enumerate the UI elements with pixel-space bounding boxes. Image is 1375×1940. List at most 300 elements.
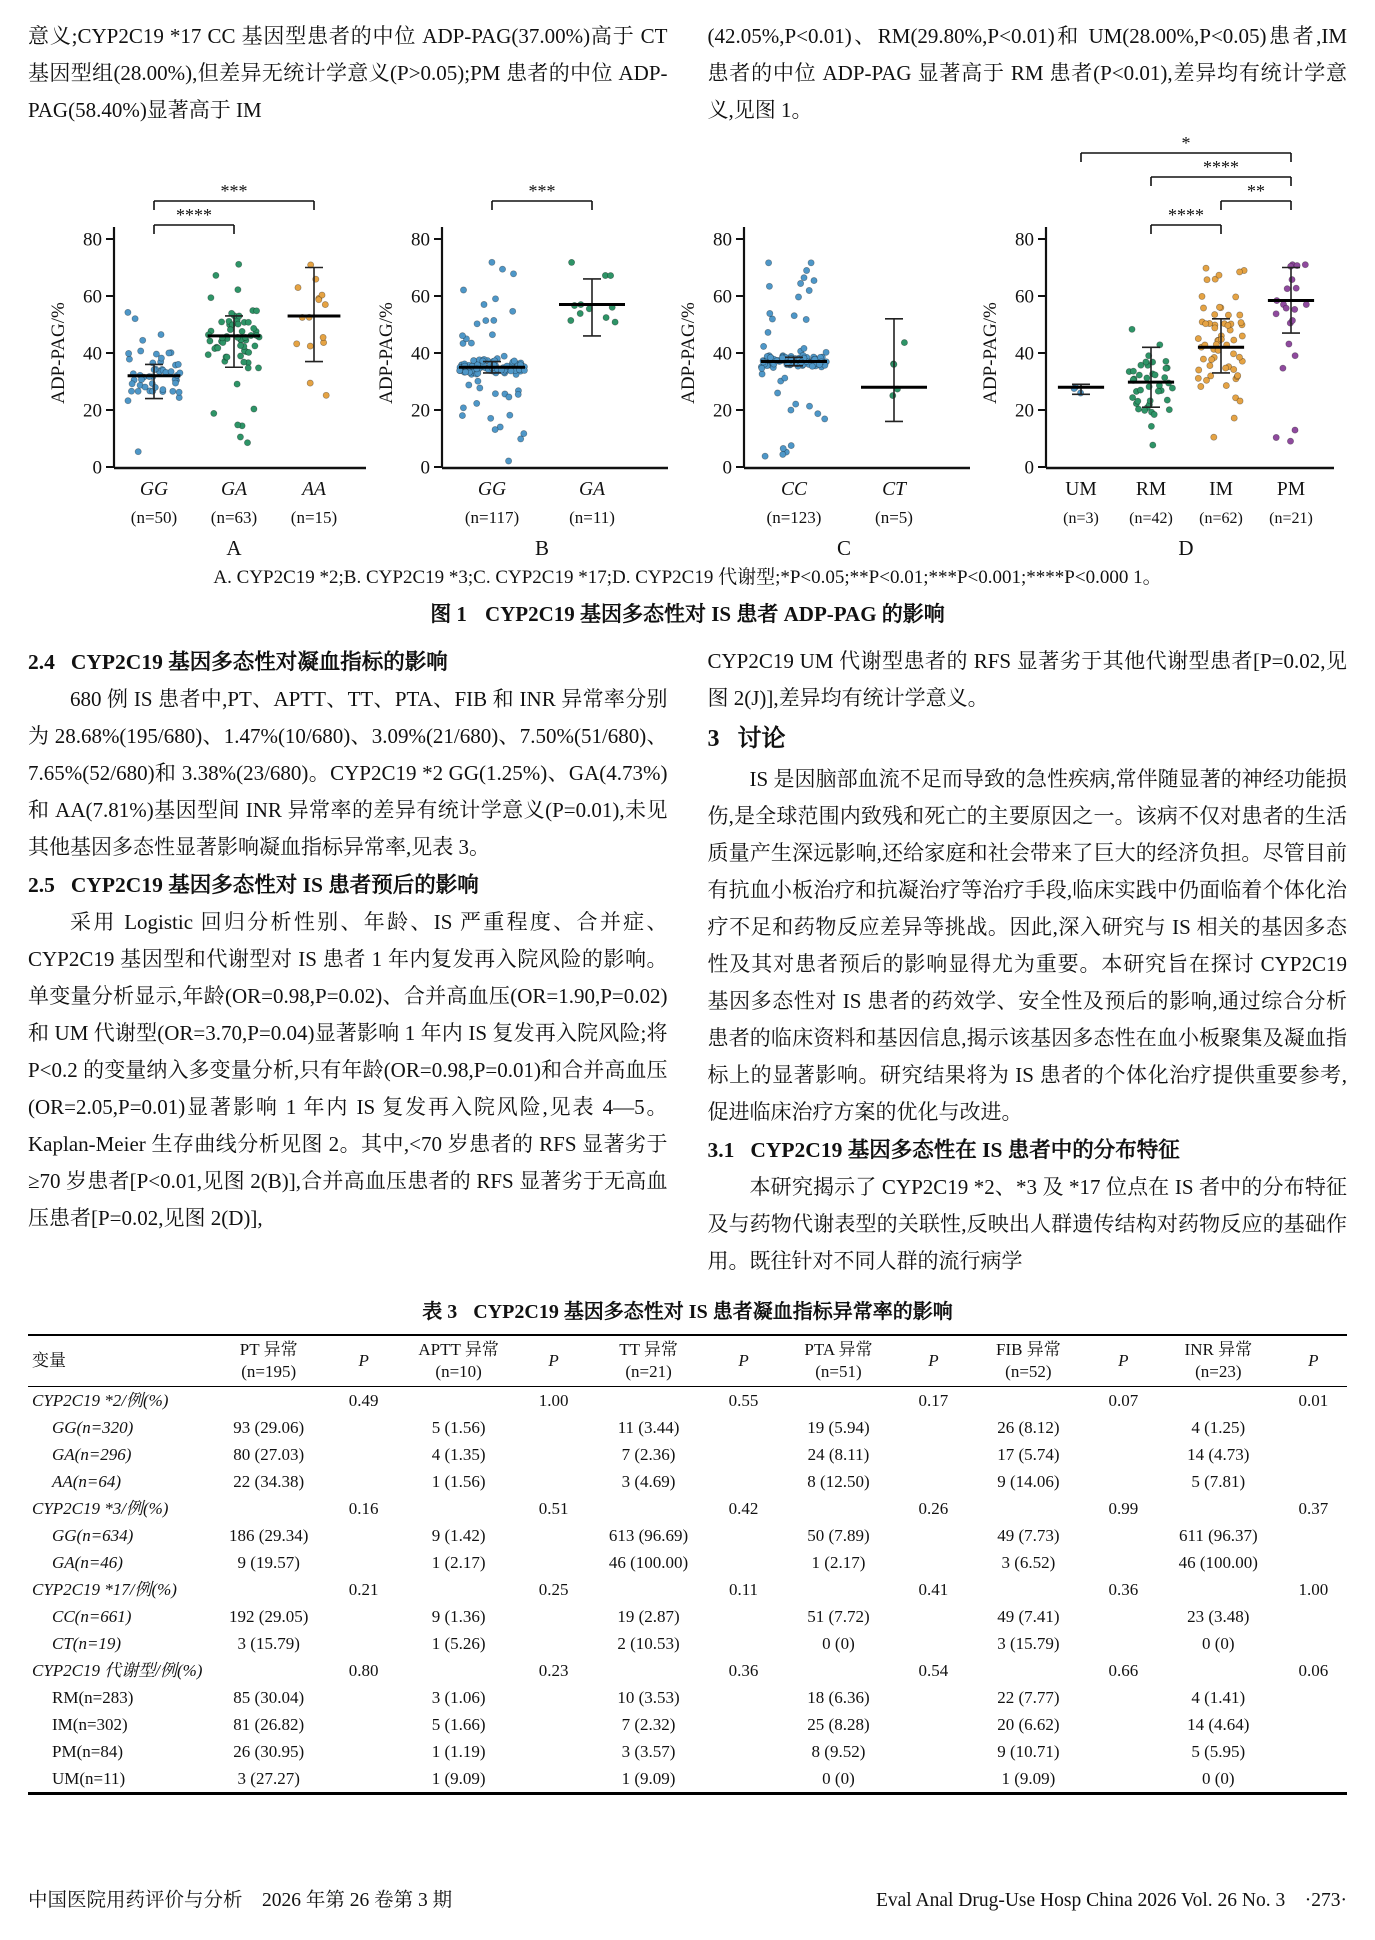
measure-cell: 9 (14.06) [997, 1472, 1060, 1491]
p-value-cell [1090, 1468, 1157, 1495]
measure-cell [207, 1387, 330, 1415]
svg-text:(n=21): (n=21) [1269, 510, 1313, 527]
measure-cell [397, 1576, 520, 1603]
p-value-cell [520, 1468, 587, 1495]
table-3-col-variable: 变量 [32, 1351, 66, 1370]
table-3-col-p-0: P [358, 1351, 369, 1370]
footer-journal-en: Eval Anal Drug-Use Hosp China 2026 Vol. 26 No. 3 ·273· [875, 1890, 1347, 1911]
figure-1 [28, 135, 1347, 629]
p-value-cell [520, 1630, 587, 1657]
figure-1-label: 图 1 [430, 602, 467, 626]
p-value-cell [710, 1468, 777, 1495]
measure-cell: 8 (12.50) [807, 1472, 870, 1491]
figure-1-caption: A. CYP2C19 *2;B. CYP2C19 *3;C. CYP2C19 *17;D. CYP2C19 代谢型;*P<0.05;**P<0.01;***P<0.001;****P<0.000 1。 [213, 567, 1162, 588]
measure-cell: 613 (96.69) [608, 1526, 689, 1545]
measure-cell: 3 (15.79) [237, 1634, 300, 1653]
table-3-col-p-4: P [1118, 1351, 1129, 1370]
p-value-cell: 0.41 [918, 1580, 949, 1599]
p-value-cell: 0.11 [728, 1580, 759, 1599]
measure-cell: 4 (1.41) [1191, 1688, 1246, 1707]
table-3-col-p-5: P [1308, 1351, 1319, 1370]
p-value-cell [710, 1522, 777, 1549]
p-value-cell: 0.16 [348, 1499, 379, 1518]
row-label: CYP2C19 代谢型/例(%) [32, 1661, 203, 1680]
measure-cell: 1 (9.09) [621, 1769, 676, 1788]
measure-cell [777, 1387, 900, 1415]
row-label: CYP2C19 *3/例(%) [32, 1499, 169, 1518]
body-right-column [708, 643, 1348, 1280]
measure-cell: 7 (2.32) [621, 1715, 676, 1734]
row-label: CC(n=661) [52, 1607, 132, 1626]
measure-cell [967, 1495, 1090, 1522]
p-value-cell [1280, 1441, 1347, 1468]
p-value-cell [520, 1549, 587, 1576]
p-value-cell: 0.51 [538, 1499, 569, 1518]
table-3-col-p-3: P [928, 1351, 939, 1370]
p-value-cell [330, 1603, 397, 1630]
measure-cell [1157, 1387, 1280, 1415]
measure-cell: 20 (6.62) [997, 1715, 1060, 1734]
p-value-cell [1280, 1468, 1347, 1495]
p-value-cell [900, 1684, 967, 1711]
svg-text:80: 80 [1015, 229, 1034, 251]
measure-cell: 49 (7.41) [997, 1607, 1060, 1626]
section-2-4-paragraph: 680 例 IS 患者中,PT、APTT、TT、PTA、FIB 和 INR 异常率分别为 28.68%(195/680)、1.47%(10/680)、3.09%(21/680)、7.50%(51/680)、7.65%(52/680)和 3.38%(23/680)。CYP2C19 *2 GG(1.25%)、GA(4.73%)和 AA(7.81%)基因型间 INR 异常率的差异有统计学意义(P=0.01),未见其他基因多态性显著影响凝血指标异常率,见表 3。 [28, 687, 668, 859]
measure-cell [1157, 1576, 1280, 1603]
measure-cell [777, 1576, 900, 1603]
p-value-cell [710, 1738, 777, 1765]
p-value-cell [710, 1630, 777, 1657]
svg-text:60: 60 [1015, 286, 1034, 308]
section-3-title: 讨论 [737, 726, 786, 752]
row-label: AA(n=64) [52, 1472, 122, 1491]
svg-text:60: 60 [83, 286, 102, 308]
p-value-cell [330, 1549, 397, 1576]
p-value-cell [330, 1414, 397, 1441]
p-value-cell [900, 1441, 967, 1468]
svg-text:20: 20 [83, 400, 102, 422]
intro-left-column [28, 18, 668, 129]
table-row [28, 1522, 1347, 1549]
measure-cell: 192 (29.05) [229, 1607, 309, 1626]
measure-cell: 93 (29.06) [233, 1418, 305, 1437]
measure-cell: 14 (4.73) [1187, 1445, 1250, 1464]
measure-cell: 1 (9.09) [431, 1769, 486, 1788]
p-value-cell [520, 1738, 587, 1765]
svg-text:PM: PM [1276, 479, 1306, 500]
p-value-cell [1280, 1522, 1347, 1549]
p-value-cell [900, 1522, 967, 1549]
p-value-cell [520, 1711, 587, 1738]
p-value-cell [520, 1441, 587, 1468]
measure-cell: 0 (0) [1202, 1634, 1235, 1653]
svg-text:D: D [1178, 536, 1194, 560]
p-value-cell [1090, 1441, 1157, 1468]
svg-text:40: 40 [1015, 343, 1034, 365]
table-3-col-measure-5: INR 异常 (n=23) [1184, 1340, 1253, 1381]
p-value-cell [710, 1684, 777, 1711]
measure-cell: 8 (9.52) [811, 1742, 866, 1761]
p-value-cell [1280, 1738, 1347, 1765]
p-value-cell [330, 1738, 397, 1765]
table-3-body [28, 1387, 1347, 1794]
p-value-cell [1280, 1765, 1347, 1794]
table-row [28, 1468, 1347, 1495]
section-3-heading [708, 717, 1348, 761]
measure-cell: 4 (1.25) [1191, 1418, 1246, 1437]
svg-text:**: ** [1247, 181, 1265, 201]
p-value-cell [1280, 1549, 1347, 1576]
p-value-cell: 0.80 [348, 1661, 379, 1680]
measure-cell: 2 (10.53) [617, 1634, 680, 1653]
section-2-5-number: 2.5 [28, 873, 55, 897]
row-label: CT(n=19) [52, 1634, 122, 1653]
page-footer [28, 1884, 1347, 1912]
svg-text:(n=42): (n=42) [1129, 510, 1173, 527]
svg-text:ADP-PAG/%: ADP-PAG/% [376, 302, 397, 404]
section-3-1-heading [708, 1131, 1348, 1169]
measure-cell [587, 1576, 710, 1603]
panel-d-container [974, 135, 1338, 559]
svg-text:****: **** [1203, 157, 1239, 177]
p-value-cell: 0.07 [1108, 1391, 1139, 1410]
p-value-cell [900, 1549, 967, 1576]
p-value-cell [900, 1603, 967, 1630]
measure-cell: 5 (7.81) [1191, 1472, 1246, 1491]
p-value-cell [330, 1468, 397, 1495]
p-value-cell: 1.00 [538, 1391, 569, 1410]
svg-text:IM: IM [1209, 479, 1233, 500]
row-label: UM(n=11) [52, 1769, 126, 1788]
table-row [28, 1414, 1347, 1441]
table-row [28, 1630, 1347, 1657]
measure-cell: 1 (1.56) [431, 1472, 486, 1491]
svg-text:GG: GG [477, 479, 507, 500]
measure-cell: 3 (6.52) [1001, 1553, 1056, 1572]
measure-cell [397, 1495, 520, 1522]
measure-cell: 18 (6.36) [807, 1688, 870, 1707]
svg-text:(n=11): (n=11) [569, 508, 615, 527]
measure-cell [397, 1657, 520, 1684]
svg-text:GA: GA [221, 479, 247, 500]
svg-text:40: 40 [411, 343, 430, 365]
section-2-5-title: CYP2C19 基因多态性对 IS 患者预后的影响 [70, 873, 479, 897]
p-value-cell: 0.54 [918, 1661, 949, 1680]
p-value-cell: 0.26 [918, 1499, 949, 1518]
table-3-col-measure-0: PT 异常 (n=195) [239, 1340, 298, 1381]
svg-text:80: 80 [411, 229, 430, 251]
svg-text:(n=50): (n=50) [130, 508, 178, 527]
measure-cell: 0 (0) [822, 1634, 855, 1653]
measure-cell: 14 (4.64) [1187, 1715, 1250, 1734]
measure-cell: 46 (100.00) [1178, 1553, 1258, 1572]
measure-cell: 17 (5.74) [997, 1445, 1060, 1464]
section-2-4-number: 2.4 [28, 650, 55, 674]
p-value-cell: 0.36 [728, 1661, 759, 1680]
svg-text:(n=15): (n=15) [290, 508, 338, 527]
p-value-cell [1280, 1630, 1347, 1657]
measure-cell: 3 (15.79) [997, 1634, 1060, 1653]
table-row [28, 1387, 1347, 1415]
row-label: GA(n=296) [52, 1445, 132, 1464]
row-label: GG(n=634) [52, 1526, 134, 1545]
p-value-cell [1090, 1765, 1157, 1794]
measure-cell: 50 (7.89) [807, 1526, 870, 1545]
svg-text:A: A [226, 536, 242, 560]
p-value-cell [900, 1765, 967, 1794]
intro-right-paragraph: (42.05%,P<0.01)、RM(29.80%,P<0.01)和 UM(28.00%,P<0.05)患者,IM 患者的中位 ADP-PAG 显著高于 RM 患者(P<0.01),差异均有统计学意义,见图 1。 [707, 24, 1347, 122]
p-value-cell [900, 1738, 967, 1765]
measure-cell: 1 (1.19) [431, 1742, 486, 1761]
table-row [28, 1684, 1347, 1711]
table-row [28, 1657, 1347, 1684]
svg-text:CC: CC [780, 479, 808, 500]
table-3-col-measure-1: APTT 异常 (n=10) [418, 1340, 499, 1381]
section-3-1-number: 3.1 [707, 1138, 735, 1162]
measure-cell: 19 (2.87) [617, 1607, 680, 1626]
measure-cell [207, 1657, 330, 1684]
p-value-cell [900, 1711, 967, 1738]
svg-text:GG: GG [139, 479, 169, 500]
svg-text:C: C [836, 536, 852, 560]
p-value-cell: 0.42 [728, 1499, 759, 1518]
measure-cell: 24 (8.11) [807, 1445, 870, 1464]
measure-cell: 25 (8.28) [807, 1715, 870, 1734]
svg-text:*: * [1181, 133, 1191, 153]
p-value-cell: 0.49 [348, 1391, 379, 1410]
p-value-cell: 0.66 [1108, 1661, 1139, 1680]
p-value-cell [1090, 1738, 1157, 1765]
svg-text:(n=62): (n=62) [1199, 510, 1243, 527]
measure-cell [587, 1495, 710, 1522]
table-3-header [28, 1335, 1347, 1387]
measure-cell: 10 (3.53) [617, 1688, 680, 1707]
svg-text:0: 0 [420, 457, 430, 479]
measure-cell [587, 1657, 710, 1684]
figure-1-title [28, 599, 1347, 629]
svg-text:20: 20 [1015, 400, 1034, 422]
section-3-1-paragraph: 本研究揭示了 CYP2C19 *2、*3 及 *17 位点在 IS 者中的分布特征及与药物代谢表型的关联性,反映出人群遗传结构对药物反应的基础作用。既往针对不同人群的流行病学 [707, 1175, 1347, 1273]
measure-cell: 9 (1.36) [431, 1607, 486, 1626]
measure-cell: 46 (100.00) [608, 1553, 689, 1572]
p-value-cell [330, 1684, 397, 1711]
svg-text:****: **** [176, 205, 212, 225]
p-value-cell: 0.23 [538, 1661, 569, 1680]
p-value-cell [710, 1711, 777, 1738]
table-3-col-p-2: P [738, 1351, 749, 1370]
svg-text:0: 0 [92, 457, 102, 479]
row-label: RM(n=283) [52, 1688, 134, 1707]
p-value-cell [710, 1765, 777, 1794]
section-2-5-heading [28, 866, 668, 904]
figure1-panel-a-chart [42, 135, 370, 559]
p-value-cell: 0.17 [918, 1391, 949, 1410]
table-3-col-measure-4: FIB 异常 (n=52) [996, 1340, 1061, 1381]
measure-cell [777, 1495, 900, 1522]
measure-cell [207, 1576, 330, 1603]
intro-right-column [708, 18, 1348, 129]
svg-text:ADP-PAG/%: ADP-PAG/% [980, 302, 1001, 404]
measure-cell: 5 (5.95) [1191, 1742, 1246, 1761]
measure-cell: 5 (1.56) [431, 1418, 486, 1437]
panel-c-container [672, 135, 974, 559]
measure-cell: 1 (9.09) [1001, 1769, 1056, 1788]
p-value-cell [900, 1630, 967, 1657]
measure-cell: 9 (19.57) [237, 1553, 300, 1572]
svg-text:80: 80 [83, 229, 102, 251]
figure1-panel-d-chart [974, 135, 1338, 559]
svg-text:B: B [534, 536, 550, 560]
p-value-cell [1280, 1414, 1347, 1441]
measure-cell: 80 (27.03) [233, 1445, 305, 1464]
p-value-cell [330, 1522, 397, 1549]
row-label: CYP2C19 *17/例(%) [32, 1580, 177, 1599]
section-2-5-paragraph: 采用 Logistic 回归分析性别、年龄、IS 严重程度、合并症、CYP2C19 基因型和代谢型对 IS 患者 1 年内复发再入院风险的影响。单变量分析显示,年龄(OR=0.98,P=0.02)、合并高血压(OR=1.90,P=0.02)和 UM 代谢型(OR=3.70,P=0.04)显著影响 1 年内 IS 复发再入院风险;将 P<0.2 的变量纳入多变量分析,只有年龄(OR=0.98,P=0.01)和合并高血压(OR=2.05,P=0.01)显著影响 1 年内 IS 复发再入院风险,见表 4—5。Kaplan-Meier 生存曲线分析见图 2。其中,<70 岁患者的 RFS 显著劣于≥70 岁患者[P<0.01,见图 2(B)],合并高血压患者的 RFS 显著劣于无高血压患者[P=0.02,见图 2(D)], [28, 910, 668, 1230]
section-3-paragraph: IS 是因脑部血流不足而导致的急性疾病,常伴随显著的神经功能损伤,是全球范围内致残和死亡的主要原因之一。该病不仅对患者的生活质量产生深远影响,还给家庭和社会带来了巨大的经济负担。尽管目前有抗血小板治疗和抗凝治疗等治疗手段,临床实践中仍面临着个体化治疗不足和药物反应差异等挑战。因此,深入研究与 IS 相关的基因多态性及其对患者预后的影响显得尤为重要。本研究旨在探讨 CYP2C19 基因多态性对 IS 患者的药效学、安全性及预后的影响,通过综合分析患者的临床资料和基因信息,揭示该基因多态性在血小板聚集及凝血指标上的显著影响。研究结果将为 IS 患者的个体化治疗提供重要参考,促进临床治疗方案的优化与改进。 [707, 767, 1347, 1124]
svg-text:ADP-PAG/%: ADP-PAG/% [48, 302, 69, 404]
p-value-cell [710, 1414, 777, 1441]
p-value-cell [1280, 1711, 1347, 1738]
measure-cell: 26 (8.12) [997, 1418, 1060, 1437]
p-value-cell [900, 1414, 967, 1441]
measure-cell: 3 (4.69) [621, 1472, 676, 1491]
table-3-col-measure-2: TT 异常 (n=21) [619, 1340, 678, 1381]
panel-a-container [42, 135, 370, 559]
measure-cell [207, 1495, 330, 1522]
measure-cell: 85 (30.04) [233, 1688, 305, 1707]
svg-text:40: 40 [83, 343, 102, 365]
measure-cell: 1 (5.26) [431, 1634, 486, 1653]
measure-cell [967, 1387, 1090, 1415]
p-value-cell: 0.01 [1298, 1391, 1329, 1410]
p-value-cell [520, 1414, 587, 1441]
section-3-number: 3 [707, 726, 720, 752]
table-3-col-measure-3: PTA 异常 (n=51) [804, 1340, 873, 1381]
table-row [28, 1765, 1347, 1794]
p-value-cell [520, 1765, 587, 1794]
measure-cell: 81 (26.82) [233, 1715, 305, 1734]
svg-text:60: 60 [713, 286, 732, 308]
panel-b-container [370, 135, 672, 559]
svg-text:0: 0 [722, 457, 732, 479]
p-value-cell [1090, 1414, 1157, 1441]
p-value-cell: 0.25 [538, 1580, 569, 1599]
section-2-4-heading [28, 643, 668, 681]
p-value-cell [1090, 1630, 1157, 1657]
p-value-cell: 0.36 [1108, 1580, 1139, 1599]
svg-text:(n=63): (n=63) [210, 508, 258, 527]
figure-1-panels [28, 135, 1347, 559]
svg-text:***: *** [220, 181, 248, 201]
p-value-cell [330, 1441, 397, 1468]
p-value-cell: 0.21 [348, 1580, 379, 1599]
measure-cell: 0 (0) [822, 1769, 855, 1788]
measure-cell: 3 (3.57) [621, 1742, 676, 1761]
measure-cell: 1 (2.17) [431, 1553, 486, 1572]
svg-text:****: **** [1168, 205, 1204, 225]
figure1-panel-b-chart [370, 135, 672, 559]
p-value-cell [1090, 1549, 1157, 1576]
figure1-panel-c-chart [672, 135, 974, 559]
p-value-cell [330, 1711, 397, 1738]
svg-text:(n=123): (n=123) [766, 508, 822, 527]
footer-journal-cn: 中国医院用药评价与分析 2026 年第 26 卷第 3 期 [28, 1890, 453, 1911]
table-3-title-text: CYP2C19 基因多态性对 IS 患者凝血指标异常率的影响 [473, 1301, 953, 1323]
measure-cell [967, 1657, 1090, 1684]
p-value-cell: 0.99 [1108, 1499, 1139, 1518]
table-3-title [28, 1296, 1347, 1328]
table-row [28, 1738, 1347, 1765]
p-value-cell [520, 1522, 587, 1549]
svg-text:20: 20 [713, 400, 732, 422]
measure-cell: 22 (7.77) [997, 1688, 1060, 1707]
p-value-cell [710, 1603, 777, 1630]
measure-cell: 1 (2.17) [811, 1553, 866, 1572]
p-value-cell [1090, 1711, 1157, 1738]
row-label: IM(n=302) [52, 1715, 128, 1734]
measure-cell: 0 (0) [1202, 1769, 1235, 1788]
table-row [28, 1441, 1347, 1468]
p-value-cell [330, 1630, 397, 1657]
row-label: PM(n=84) [52, 1742, 123, 1761]
svg-text:60: 60 [411, 286, 430, 308]
p-value-cell: 1.00 [1298, 1580, 1329, 1599]
p-value-cell: 0.37 [1298, 1499, 1329, 1518]
p-value-cell [710, 1441, 777, 1468]
p-value-cell [1090, 1684, 1157, 1711]
svg-text:20: 20 [411, 400, 430, 422]
figure-1-title-text: CYP2C19 基因多态性对 IS 患者 ADP-PAG 的影响 [484, 602, 945, 626]
svg-text:(n=117): (n=117) [464, 508, 520, 527]
svg-text:AA: AA [302, 479, 326, 500]
table-3-col-p-1: P [548, 1351, 559, 1370]
row-label: GA(n=46) [52, 1553, 123, 1572]
measure-cell [397, 1387, 520, 1415]
section-2-4-title: CYP2C19 基因多态性对凝血指标的影响 [70, 650, 448, 674]
table-row [28, 1603, 1347, 1630]
p-value-cell [1090, 1603, 1157, 1630]
measure-cell: 11 (3.44) [617, 1418, 680, 1437]
svg-text:ADP-PAG/%: ADP-PAG/% [678, 302, 699, 404]
p-value-cell [520, 1684, 587, 1711]
table-row [28, 1495, 1347, 1522]
table-3 [28, 1334, 1347, 1795]
measure-cell: 4 (1.35) [431, 1445, 486, 1464]
svg-text:40: 40 [713, 343, 732, 365]
measure-cell: 23 (3.48) [1187, 1607, 1250, 1626]
svg-text:0: 0 [1024, 457, 1034, 479]
measure-cell: 7 (2.36) [621, 1445, 676, 1464]
measure-cell: 9 (10.71) [997, 1742, 1060, 1761]
row-label: CYP2C19 *2/例(%) [32, 1391, 169, 1410]
measure-cell: 3 (1.06) [431, 1688, 486, 1707]
measure-cell [1157, 1495, 1280, 1522]
measure-cell: 5 (1.66) [431, 1715, 486, 1734]
svg-text:(n=3): (n=3) [1063, 510, 1099, 527]
measure-cell: 9 (1.42) [431, 1526, 486, 1545]
measure-cell: 19 (5.94) [807, 1418, 870, 1437]
svg-text:***: *** [528, 181, 556, 201]
measure-cell: 49 (7.73) [997, 1526, 1060, 1545]
p-value-cell: 0.55 [728, 1391, 759, 1410]
p-value-cell: 0.06 [1298, 1661, 1329, 1680]
intro-continuation [28, 18, 1347, 129]
p-value-cell [330, 1765, 397, 1794]
svg-text:(n=5): (n=5) [875, 508, 913, 527]
svg-text:CT: CT [882, 479, 906, 500]
section-2-5-continuation: CYP2C19 UM 代谢型患者的 RFS 显著劣于其他代谢型患者[P=0.02,见图 2(J)],差异均有统计学意义。 [707, 649, 1347, 710]
measure-cell [967, 1576, 1090, 1603]
